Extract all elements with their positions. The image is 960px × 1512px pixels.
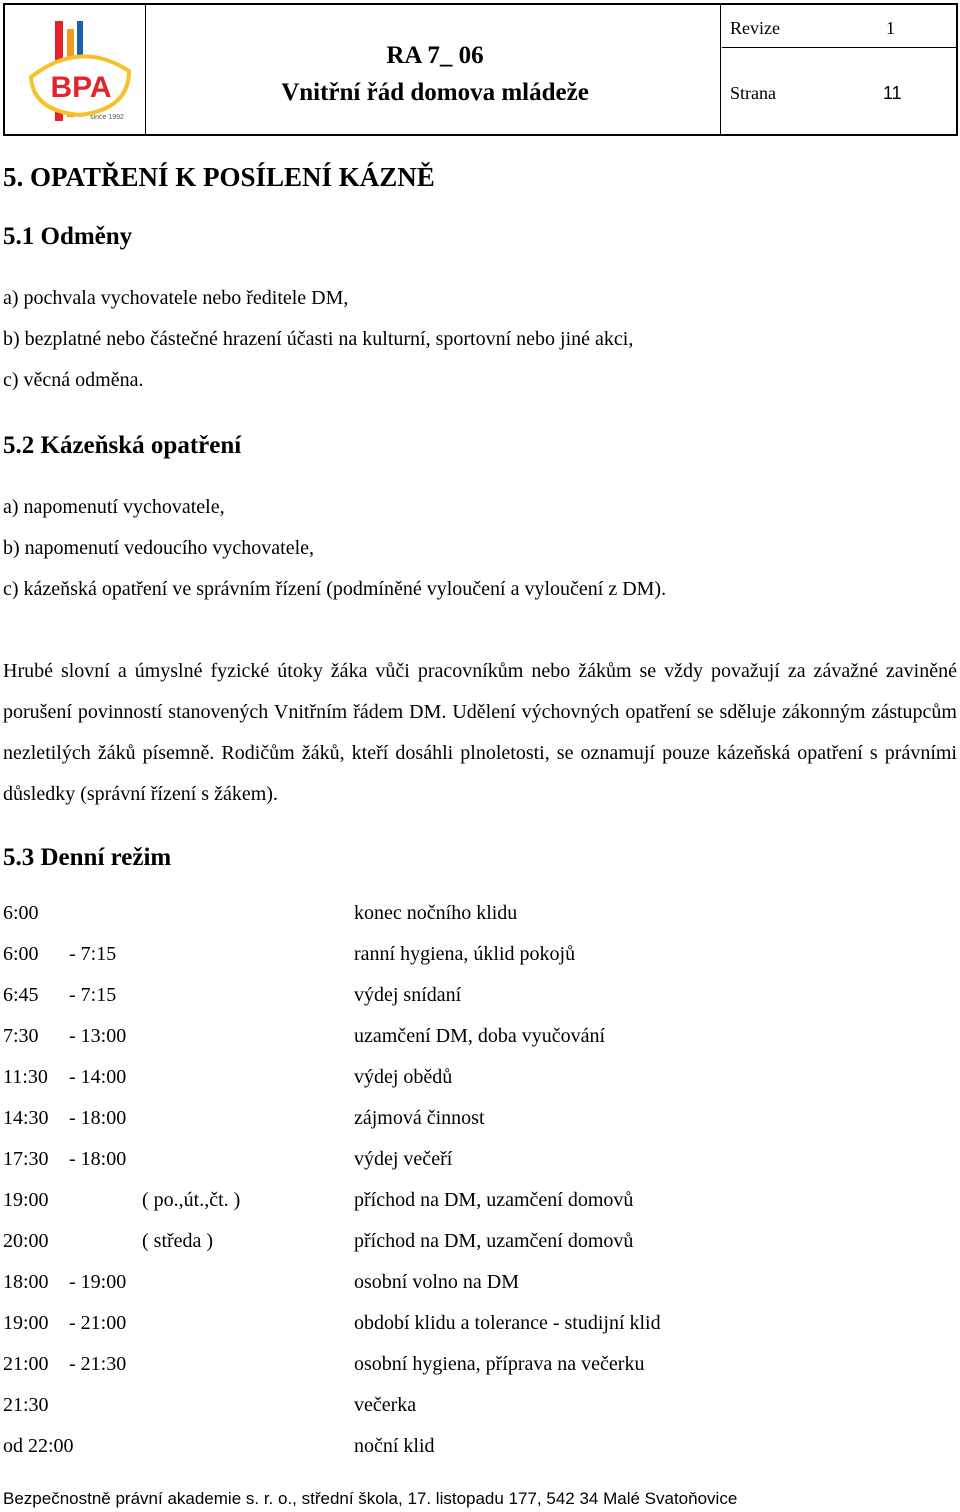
page-label: Strana [730, 83, 776, 103]
header-divider [145, 5, 146, 134]
schedule-row [3, 1146, 943, 1187]
schedule-activity: ranní hygiena, úklid pokojů [354, 943, 576, 965]
schedule-start-time: 17:30 [3, 1148, 49, 1170]
schedule-activity: osobní hygiena, příprava na večerku [354, 1353, 645, 1375]
schedule-activity: výdej snídaní [354, 984, 462, 1006]
revision-label: Revize [730, 18, 780, 38]
subsection-heading-discipline: 5.2 Kázeňská opatření [3, 432, 242, 459]
list-item: a) pochvala vychovatele nebo ředitele DM, [3, 287, 349, 309]
schedule-start-time: od 22:00 [3, 1435, 74, 1457]
header-divider [720, 5, 721, 134]
document-header [3, 3, 958, 136]
schedule-activity: výdej obědů [354, 1066, 453, 1088]
schedule-end-time: - 19:00 [69, 1271, 127, 1293]
schedule-start-time: 21:30 [3, 1394, 49, 1416]
schedule-row [3, 1023, 943, 1064]
schedule-row [3, 1310, 943, 1351]
schedule-start-time: 19:00 [3, 1189, 49, 1211]
schedule-activity: noční klid [354, 1435, 435, 1457]
bpa-logo [25, 19, 135, 123]
schedule-row [3, 982, 943, 1023]
schedule-activity: zájmová činnost [354, 1107, 485, 1129]
discipline-paragraph: Hrubé slovní a úmyslné fyzické útoky žáka vůči pracovníkům nebo žákům se vždy považují za závažné zaviněné porušení povinností stanovených Vnitřním řádem DM. Udělení výchovných opatření se sděluje zákonným zástupcům nezletilých žáků písemně. Rodičům žáků, kteří dosáhli plnoletosti, se oznamují pouze kázeňská opatření s právními důsledky (správní řízení s žákem). [3, 660, 957, 805]
schedule-end-time: - 14:00 [69, 1066, 127, 1088]
schedule-row [3, 1228, 943, 1269]
header-divider [722, 47, 956, 48]
schedule-start-time: 20:00 [3, 1230, 49, 1252]
schedule-row [3, 1269, 943, 1310]
revision-value: 1 [886, 18, 895, 38]
document-title: Vnitřní řád domova mládeže [281, 79, 589, 106]
section-heading: 5. OPATŘENÍ K POSÍLENÍ KÁZNĚ [3, 162, 435, 192]
schedule-activity: příchod na DM, uzamčení domovů [354, 1189, 634, 1211]
schedule-activity: konec nočního klidu [354, 902, 518, 924]
schedule-row [3, 1433, 943, 1474]
schedule-day-note: ( středa ) [142, 1230, 214, 1252]
schedule-activity: příchod na DM, uzamčení domovů [354, 1230, 634, 1252]
schedule-day-note: ( po.,út.,čt. ) [142, 1189, 241, 1211]
list-item: b) bezplatné nebo částečné hrazení účasti na kulturní, sportovní nebo jiné akci, [3, 328, 634, 350]
schedule-end-time: - 13:00 [69, 1025, 127, 1047]
schedule-start-time: 21:00 [3, 1353, 49, 1375]
logo-text: BPA [50, 71, 112, 104]
schedule-start-time: 18:00 [3, 1271, 49, 1293]
schedule-start-time: 6:00 [3, 902, 39, 924]
schedule-row [3, 900, 943, 941]
list-item: c) kázeňská opatření ve správním řízení (podmíněné vyloučení a vyloučení z DM). [3, 578, 667, 600]
subsection-heading-rewards: 5.1 Odměny [3, 223, 133, 250]
schedule-end-time: - 7:15 [69, 943, 117, 965]
schedule-activity: období klidu a tolerance - studijní klid [354, 1312, 661, 1334]
schedule-row [3, 1351, 943, 1392]
schedule-start-time: 7:30 [3, 1025, 39, 1047]
schedule-row [3, 1064, 943, 1105]
schedule-start-time: 19:00 [3, 1312, 49, 1334]
schedule-row [3, 1105, 943, 1146]
schedule-start-time: 6:00 [3, 943, 39, 965]
schedule-activity: osobní volno na DM [354, 1271, 519, 1293]
page-footer: Bezpečnostně právní akademie s. r. o., střední škola, 17. listopadu 177, 542 34 Malé Svatoňovice [3, 1489, 738, 1508]
schedule-end-time: - 18:00 [69, 1148, 127, 1170]
list-item: a) napomenutí vychovatele, [3, 496, 225, 518]
schedule-start-time: 11:30 [3, 1066, 48, 1088]
schedule-activity: uzamčení DM, doba vyučování [354, 1025, 606, 1047]
list-item: c) věcná odměna. [3, 369, 144, 391]
schedule-activity: výdej večeří [354, 1148, 453, 1170]
schedule-end-time: - 18:00 [69, 1107, 127, 1129]
schedule-activity: večerka [354, 1394, 417, 1416]
schedule-start-time: 6:45 [3, 984, 39, 1006]
schedule-row [3, 1392, 943, 1433]
schedule-end-time: - 7:15 [69, 984, 117, 1006]
daily-schedule [3, 900, 943, 1474]
document-code: RA 7_ 06 [386, 42, 484, 69]
logo-since: since 1992 [90, 114, 124, 121]
list-item: b) napomenutí vedoucího vychovatele, [3, 537, 315, 559]
subsection-heading-daily-schedule: 5.3 Denní režim [3, 844, 172, 871]
schedule-end-time: - 21:00 [69, 1312, 127, 1334]
schedule-end-time: - 21:30 [69, 1353, 127, 1375]
schedule-row [3, 941, 943, 982]
schedule-row [3, 1187, 943, 1228]
schedule-start-time: 14:30 [3, 1107, 49, 1129]
page-number: 11 [883, 83, 902, 103]
